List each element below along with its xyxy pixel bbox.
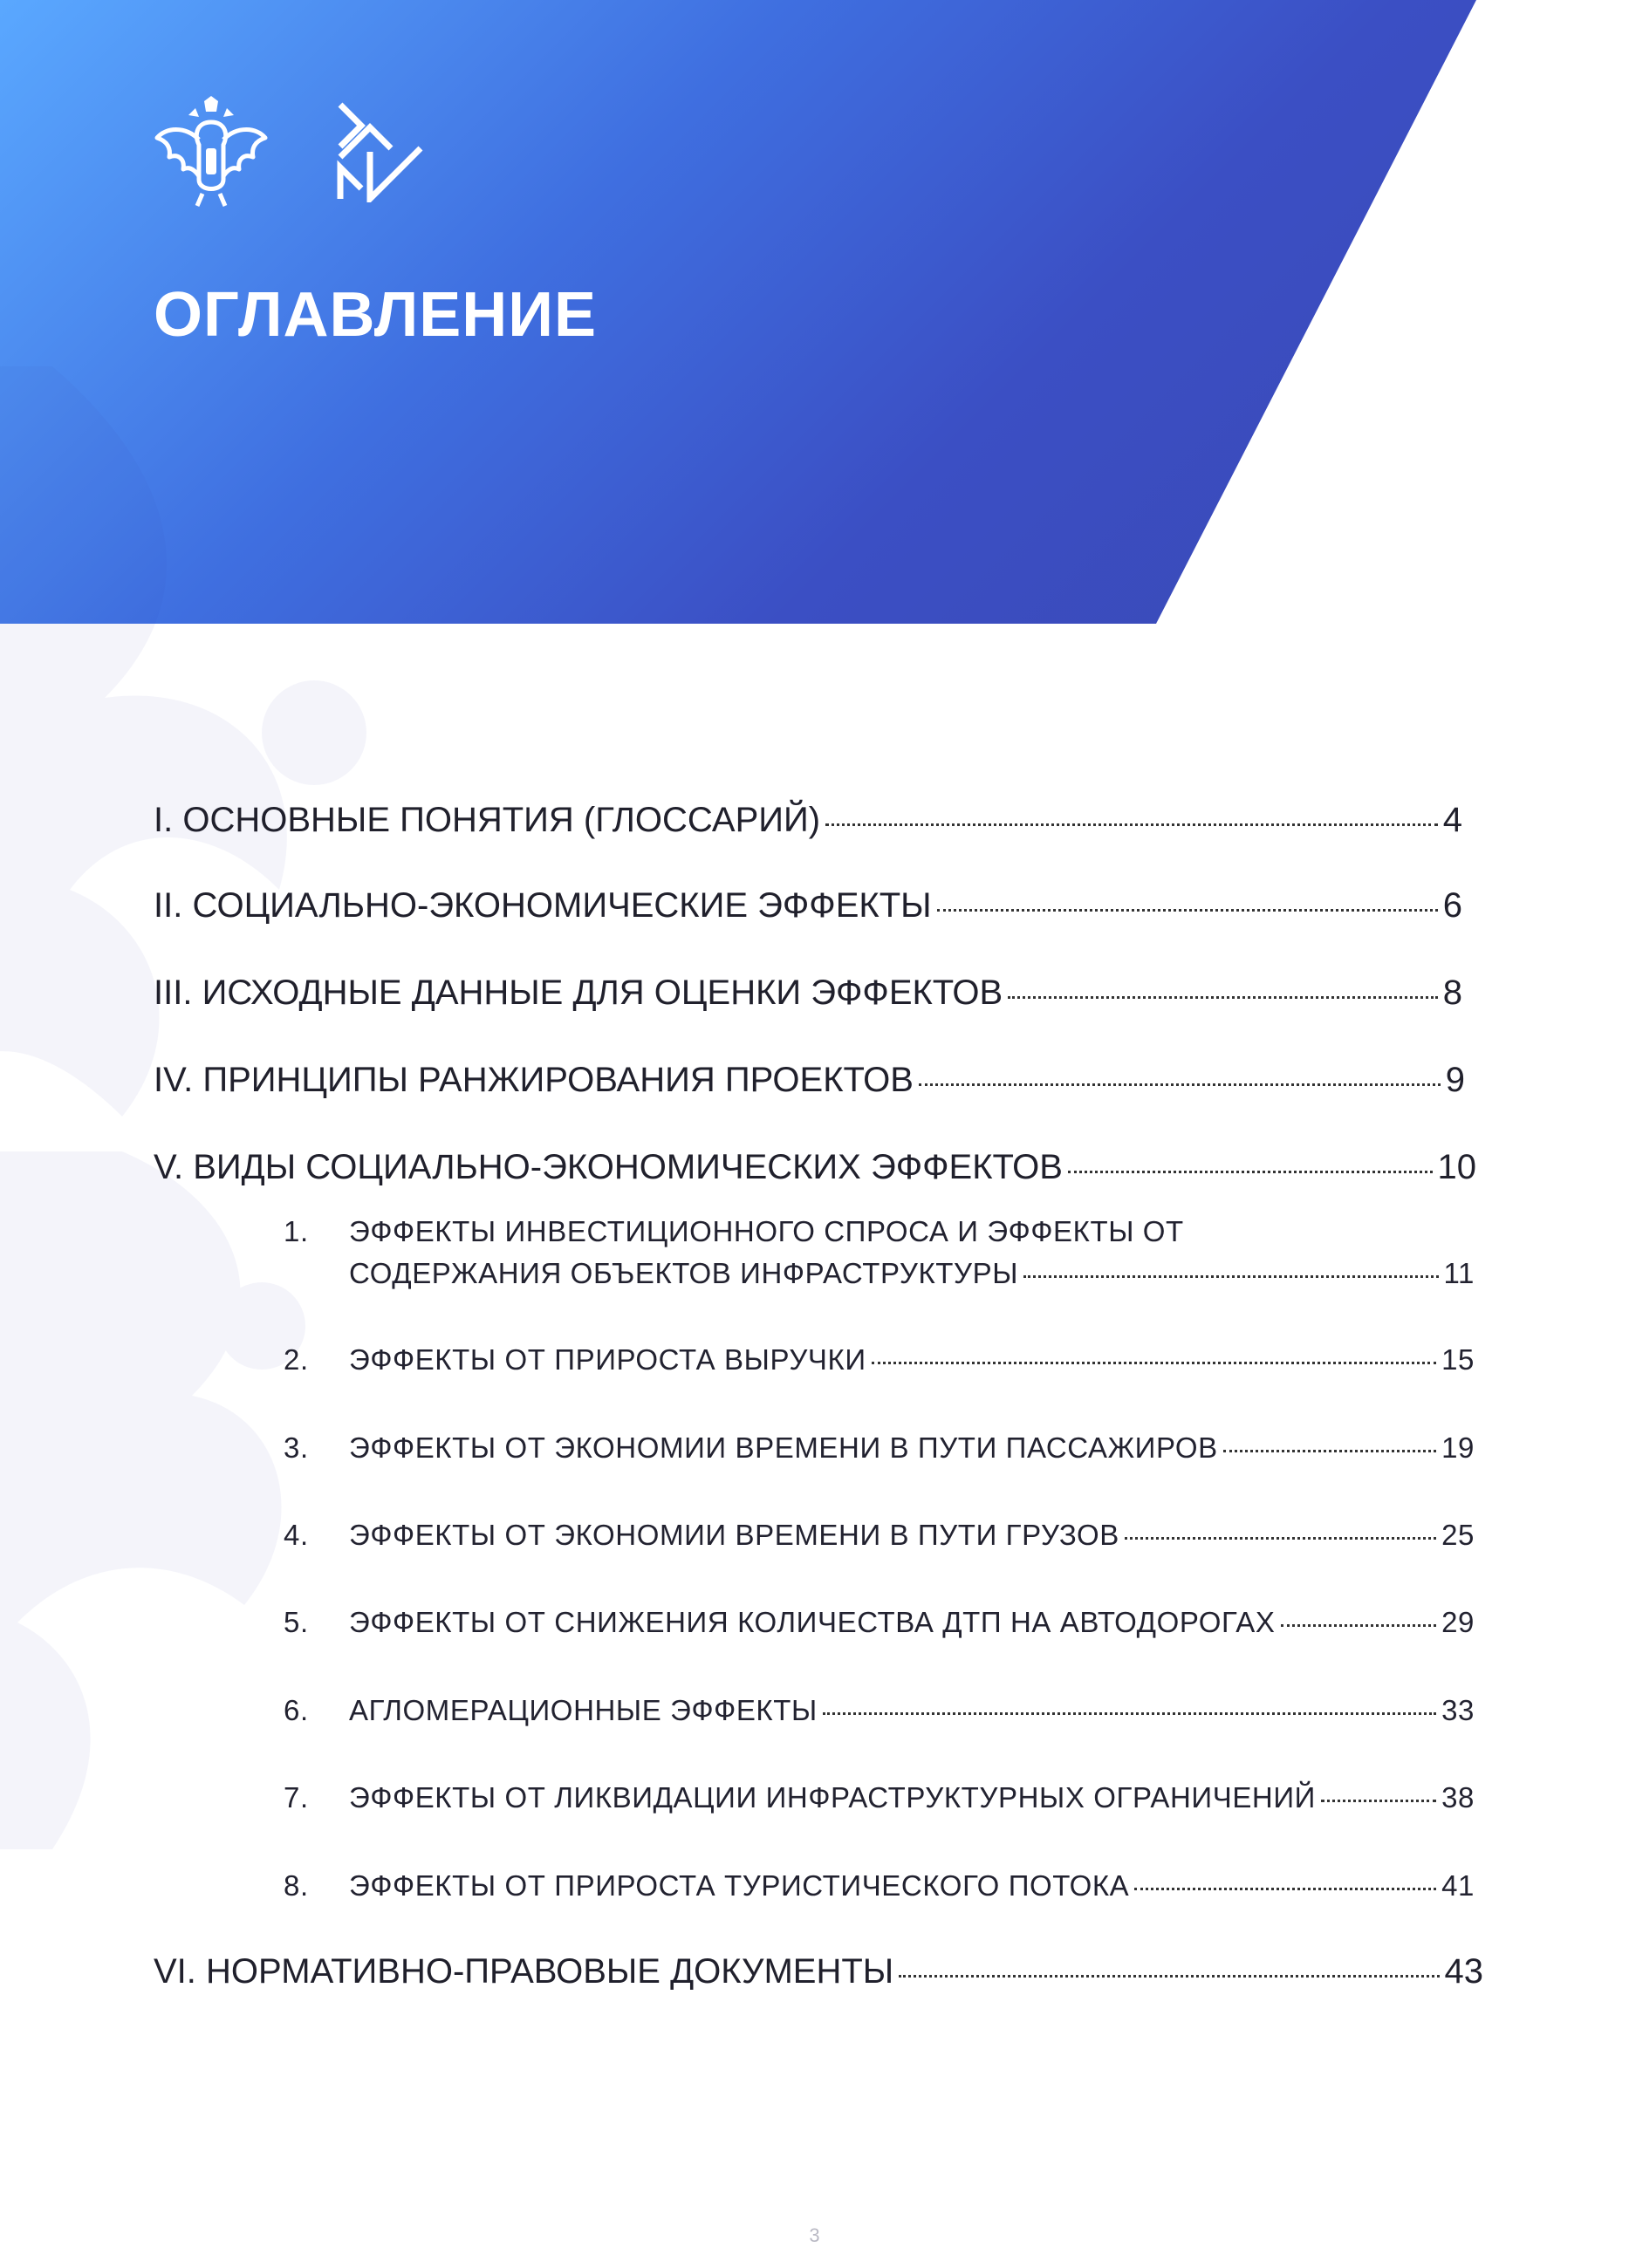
- dot-leader: [1023, 1275, 1439, 1278]
- toc-item-label: V. ВИДЫ СОЦИАЛЬНО-ЭКОНОМИЧЕСКИХ ЭФФЕКТОВ: [154, 1148, 1063, 1186]
- toc-item-label: II. СОЦИАЛЬНО-ЭКОНОМИЧЕСКИЕ ЭФФЕКТЫ: [154, 886, 932, 925]
- toc-page-number: 8: [1442, 973, 1462, 1012]
- toc-subitem-investment-demand-line2[interactable]: [349, 1257, 1475, 1290]
- dot-leader: [1281, 1624, 1437, 1627]
- toc-item-glossary[interactable]: [154, 801, 1462, 840]
- toc-page-number: 9: [1445, 1061, 1465, 1099]
- toc-item-label: IV. ПРИНЦИПЫ РАНЖИРОВАНИЯ ПРОЕКТОВ: [154, 1061, 914, 1099]
- dot-leader: [1321, 1800, 1436, 1802]
- toc-page-number: 4: [1442, 801, 1462, 839]
- toc-subitem-number: 4.: [284, 1519, 309, 1551]
- toc-page-number: 25: [1441, 1519, 1475, 1551]
- toc-item-socio-economic-effects[interactable]: [154, 886, 1462, 926]
- toc-subitem-revenue-growth[interactable]: [284, 1343, 1475, 1377]
- dot-leader: [825, 823, 1438, 826]
- toc-subitem-number: 5.: [284, 1606, 309, 1638]
- toc-subitem-label: ЭФФЕКТЫ ОТ ЛИКВИДАЦИИ ИНФРАСТРУКТУРНЫХ ОГРАНИЧЕНИЙ: [349, 1781, 1316, 1814]
- dot-leader: [899, 1975, 1439, 1978]
- toc-subitem-label: АГЛОМЕРАЦИОННЫЕ ЭФФЕКТЫ: [349, 1694, 818, 1726]
- toc-item-effect-types[interactable]: [154, 1148, 1476, 1187]
- toc-page-number: 33: [1441, 1694, 1475, 1726]
- toc-subitem-number: 2.: [284, 1343, 309, 1376]
- toc-subitem-infrastructure-constraints[interactable]: [284, 1781, 1475, 1814]
- toc-item-source-data[interactable]: [154, 973, 1462, 1013]
- toc-page-number: 43: [1444, 1952, 1483, 1991]
- toc-subitem-label: ЭФФЕКТЫ ОТ ЭКОНОМИИ ВРЕМЕНИ В ПУТИ ПАССАЖИРОВ: [349, 1431, 1218, 1464]
- page-title: ОГЛАВЛЕНИЕ: [154, 280, 598, 350]
- toc-subitem-label: ЭФФЕКТЫ ОТ ПРИРОСТА ВЫРУЧКИ: [349, 1343, 866, 1376]
- toc-page-number: 19: [1441, 1431, 1475, 1464]
- dot-leader: [1134, 1888, 1436, 1890]
- dot-leader: [1008, 996, 1438, 999]
- toc-page-number: 15: [1441, 1343, 1475, 1376]
- toc-subitem-cargo-time[interactable]: [284, 1519, 1475, 1552]
- dot-leader: [1068, 1171, 1433, 1173]
- toc-subitem-road-accidents[interactable]: [284, 1606, 1475, 1639]
- dot-leader: [1125, 1537, 1436, 1540]
- dot-leader: [1223, 1450, 1436, 1452]
- toc-item-label: VI. НОРМАТИВНО-ПРАВОВЫЕ ДОКУМЕНТЫ: [154, 1952, 894, 1991]
- toc-item-label: I. ОСНОВНЫЕ ПОНЯТИЯ (ГЛОССАРИЙ): [154, 801, 821, 839]
- toc-subitem-agglomeration[interactable]: [284, 1694, 1475, 1727]
- toc-subitem-tourist-flow[interactable]: [284, 1869, 1475, 1903]
- toc-subitem-number: 1.: [284, 1215, 309, 1247]
- toc-item-ranking-principles[interactable]: [154, 1061, 1465, 1100]
- toc-subitem-label-line1: ЭФФЕКТЫ ИНВЕСТИЦИОННОГО СПРОСА И ЭФФЕКТЫ ОТ: [349, 1215, 1184, 1247]
- dot-leader: [872, 1362, 1436, 1364]
- toc-subitem-label-line2: СОДЕРЖАНИЯ ОБЪЕКТОВ ИНФРАСТРУКТУРЫ: [349, 1257, 1019, 1289]
- toc-page-number: 10: [1437, 1148, 1476, 1186]
- toc-page-number: 29: [1441, 1606, 1475, 1638]
- toc-page-number: 6: [1442, 886, 1462, 925]
- toc-subitem-label: ЭФФЕКТЫ ОТ ЭКОНОМИИ ВРЕМЕНИ В ПУТИ ГРУЗОВ: [349, 1519, 1119, 1551]
- russian-emblem-icon: [154, 96, 269, 209]
- toc-subitem-number: 7.: [284, 1781, 309, 1814]
- dot-leader: [823, 1712, 1436, 1715]
- page-number: 3: [809, 2224, 820, 2246]
- toc-page-number: 11: [1443, 1257, 1475, 1289]
- toc-subitem-number: 6.: [284, 1694, 309, 1726]
- dot-leader: [919, 1083, 1441, 1086]
- toc-subitem-number: 3.: [284, 1431, 309, 1464]
- toc-subitem-number: 8.: [284, 1869, 309, 1902]
- toc-subitem-passenger-time[interactable]: [284, 1431, 1475, 1465]
- toc-subitem-label: ЭФФЕКТЫ ОТ ПРИРОСТА ТУРИСТИЧЕСКОГО ПОТОКА: [349, 1869, 1130, 1902]
- ministry-mark-icon: [335, 101, 426, 202]
- toc-subitem-label: ЭФФЕКТЫ ОТ СНИЖЕНИЯ КОЛИЧЕСТВА ДТП НА АВТОДОРОГАХ: [349, 1606, 1276, 1638]
- toc-page-number: 38: [1441, 1781, 1475, 1814]
- dot-leader: [937, 909, 1438, 912]
- toc-item-regulatory-documents[interactable]: [154, 1952, 1483, 1991]
- toc-page-number: 41: [1441, 1869, 1475, 1902]
- toc-item-label: III. ИСХОДНЫЕ ДАННЫЕ ДЛЯ ОЦЕНКИ ЭФФЕКТОВ: [154, 973, 1003, 1012]
